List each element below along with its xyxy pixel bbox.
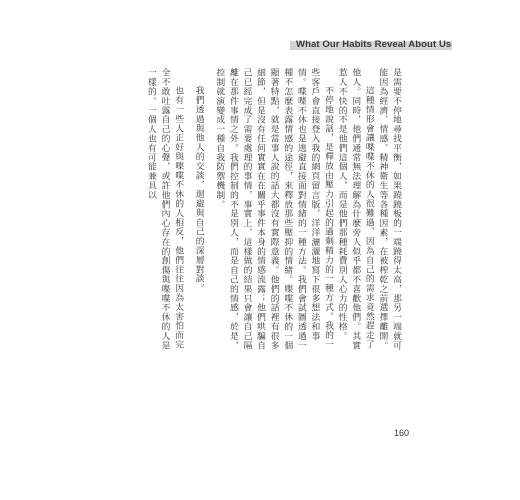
paragraph-4: 我們透過與他人的交談，迴避與自己的深層對談。 — [193, 85, 204, 293]
paragraph-1: 是需要不停地尋找平衡，如果蹺蹺板的一端蹺得太高，那另一端就可能因為經濟、情感、精神衛生等各種因素，在被榨乾之前選擇離開。 — [377, 68, 401, 350]
page-number: 160 — [394, 428, 410, 438]
running-header-title: What Our Habits Reveal About Us — [296, 39, 452, 50]
paragraph-2: 這種情形會讓喋喋不休的人很難過，因為自己的需求竟然趕走了他人。同時，他們通常無法理解為什麼旁人似乎都不喜歡他們。其實惹人不快的不是他們這個人，而是他們那種耗費別人心力的性格。 — [336, 68, 374, 350]
paragraph-5: 也有一些人正好與喋喋不休的人相反，他們往往因為太害怕而完全不敢吐露自己的心聲，或許他們內心存在的創傷與喋喋不休的人是一樣的。一個人也有可能兼具以 — [145, 68, 184, 350]
vertical-body-text — [128, 68, 402, 358]
paragraph-3: 不停地說話，是釋放由壓力引起的過剩精力的一種方式。我的一些客戶會直接登入我的網頁留言版，洋洋灑灑地寫下很多想法和事情。喋喋不休也是逃避直接面對情緒的一種方法。我們會試圖透過一種不怎麼表露情感的途徑，來釋放那些壓抑的情緒。喋喋不休的一個顯著特點，就是當事人說的話大都沒有實際意義。他們的話裡有很多細節，但是沒有任何實實在在關乎事件本身的情感流露；他們哄騙自己已經完成了需要處理的事情，事實上，這樣做的結果只會讓自己隔離在那件事情之外。我們控制的不是別人，而是自己的情感，於是，控制就演變成一種自我防禦機制。 — [214, 68, 334, 350]
